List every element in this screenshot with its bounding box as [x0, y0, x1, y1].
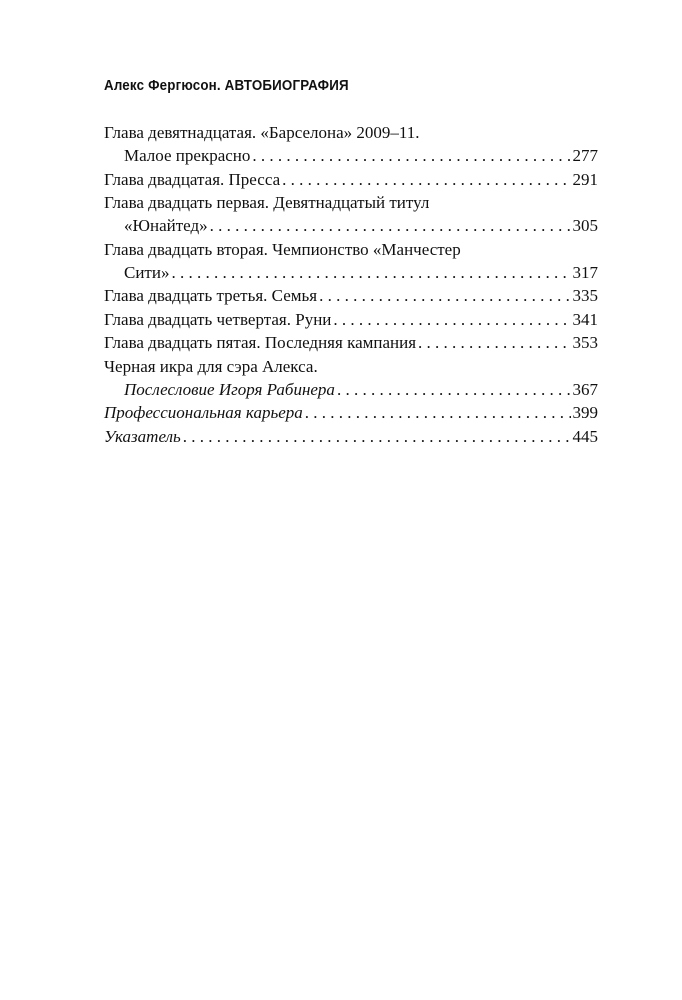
- toc-entry-title: Глава двадцать вторая. Чемпионство «Манчестер: [104, 239, 461, 259]
- toc-entry: [104, 355, 598, 401]
- toc-line: [104, 425, 598, 448]
- toc-page-number: 341: [572, 309, 598, 329]
- toc-entry-title: Глава двадцать пятая. Последняя кампания: [104, 333, 417, 352]
- toc-line: [104, 238, 598, 261]
- toc-entry: [104, 401, 598, 424]
- toc-line: [104, 331, 598, 354]
- toc-entry-subtitle: «Юнайтед»: [124, 216, 208, 235]
- toc-entry-title: Черная икра для сэра Алекса.: [104, 356, 318, 376]
- toc-entry-title: Глава двадцатая. Пресса: [104, 169, 281, 189]
- toc-line: [104, 191, 598, 214]
- dot-leader: [250, 144, 570, 167]
- dot-leader: [280, 168, 570, 191]
- toc-line: [104, 214, 598, 237]
- toc-entry-title: Указатель: [104, 426, 181, 446]
- toc-line: [104, 378, 598, 401]
- toc-page-number: 291: [572, 169, 598, 189]
- toc-entry: [104, 168, 598, 191]
- toc-page-number: 305: [572, 216, 598, 235]
- toc-page-number: 399: [572, 403, 598, 422]
- toc-line: [104, 121, 598, 144]
- toc-line: [104, 261, 598, 284]
- dot-leader: [317, 284, 570, 307]
- toc-entry-title: Глава девятнадцатая. «Барселона» 2009–11.: [104, 123, 420, 142]
- toc-page-number: 335: [572, 286, 598, 305]
- toc-line: [104, 144, 598, 167]
- dot-leader: [416, 331, 570, 354]
- toc-entry: [104, 331, 598, 354]
- toc-entry-title: Глава двадцать третья. Семья: [104, 286, 318, 305]
- dot-leader: [181, 425, 571, 448]
- toc-line: [104, 355, 598, 378]
- toc-line: [104, 308, 598, 331]
- toc-page-number: 353: [572, 333, 598, 352]
- toc-entry-subtitle: Послесловие Игоря Рабинера: [124, 379, 335, 399]
- toc-entry: [104, 191, 598, 237]
- running-head: Алекс Фергюсон. АВТОБИОГРАФИЯ: [104, 78, 349, 94]
- toc-entry-subtitle: Сити»: [124, 262, 170, 282]
- toc-line: [104, 168, 598, 191]
- toc-page-number: 445: [572, 426, 598, 446]
- toc-entry: [104, 425, 598, 448]
- dot-leader: [303, 401, 571, 424]
- toc-entry: [104, 308, 598, 331]
- table-of-contents: [104, 121, 598, 448]
- dot-leader: [169, 261, 570, 284]
- toc-line: [104, 401, 598, 424]
- toc-page-number: 277: [572, 146, 598, 165]
- toc-entry: [104, 121, 598, 167]
- toc-page-number: 317: [572, 262, 598, 282]
- toc-entry-subtitle: Малое прекрасно: [124, 146, 251, 165]
- toc-entry: [104, 284, 598, 307]
- toc-entry-title: Глава двадцать четвертая. Руни: [104, 309, 332, 329]
- toc-line: [104, 284, 598, 307]
- toc-entry: [104, 238, 598, 284]
- toc-entry-title: Глава двадцать первая. Девятнадцатый титул: [104, 193, 430, 212]
- dot-leader: [335, 378, 571, 401]
- toc-page-number: 367: [572, 379, 598, 399]
- dot-leader: [208, 214, 571, 237]
- dot-leader: [331, 308, 570, 331]
- toc-entry-title: Профессиональная карьера: [104, 403, 303, 422]
